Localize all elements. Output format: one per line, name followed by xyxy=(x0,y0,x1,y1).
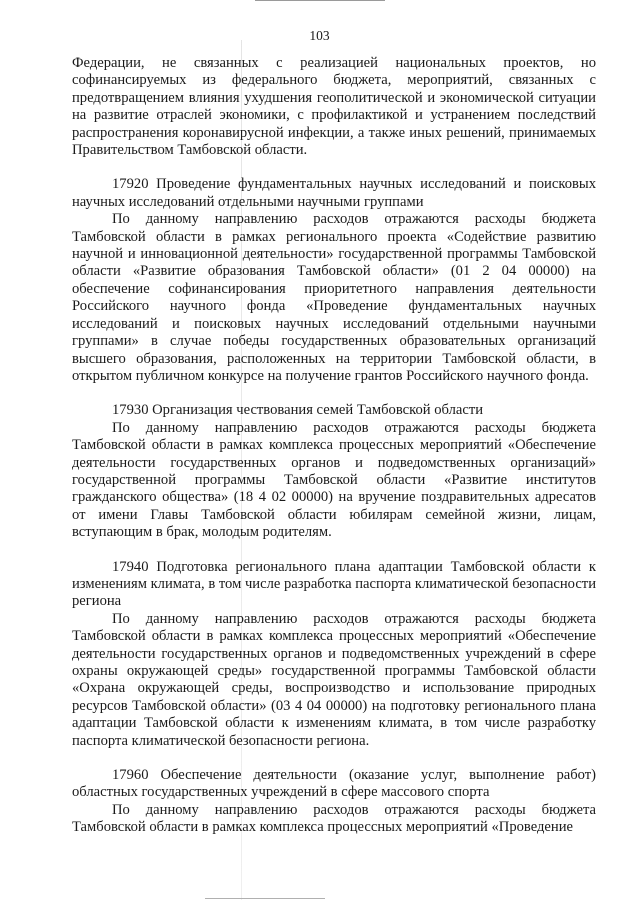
paragraph-continuation: Федерации, не связанных с реализацией национальных проектов, но софинансируемых из федерального бюджета, мероприятий, связанных с предотвращением влияния ухудшения геополитической и экономической ситуации на развитие отраслей экономики, с профилактикой и устранением последствий распространения коронавирусной инфекции, а также иных решений, принимаемых Правительством Тамбовской области. xyxy=(72,55,596,159)
section-heading-17960: 17960 Обеспечение деятельности (оказание услуг, выполнение работ) областных государственных учреждений в сфере массового спорта xyxy=(72,767,596,801)
page-number: 103 xyxy=(309,28,330,43)
section-heading-17940: 17940 Подготовка регионального плана адаптации Тамбовской области к изменениям климата, в том числе разработка паспорта климатической безопасности региона xyxy=(72,558,596,610)
document-body xyxy=(72,55,596,837)
section-heading-17920: 17920 Проведение фундаментальных научных исследований и поисковых научных исследований отдельными научными группами xyxy=(72,176,596,210)
scan-edge-line-bottom xyxy=(205,898,325,899)
paragraph-17960-body: По данному направлению расходов отражаются расходы бюджета Тамбовской области в рамках комплекса процессных мероприятий «Проведение xyxy=(72,801,596,836)
paragraph-17920-body: По данному направлению расходов отражаются расходы бюджета Тамбовской области в рамках регионального проекта «Содействие развитию научной и инновационной деятельности» государственной программы Тамбовской области «Развитие образования Тамбовской области» (01 2 04 00000) на обеспечение софинансирования приоритетного направления деятельности Российского научного фонда «Проведение фундаментальных научных исследований и поисковых научных исследований отдельными научными группами» в случае победы государственных образовательных организаций высшего образования, расположенных на территории Тамбовской области, в открытом публичном конкурсе на получение грантов Российского научного фонда. xyxy=(72,211,596,384)
section-heading-17930: 17930 Организация чествования семей Тамбовской области xyxy=(112,402,484,419)
paragraph-17930-body: По данному направлению расходов отражаются расходы бюджета Тамбовской области в рамках комплекса процессных мероприятий «Обеспечение деятельности государственных органов и подведомственных организаций» государственной программы Тамбовской области «Развитие институтов гражданского общества» (18 4 02 00000) на вручение поздравительных адресатов от имени Главы Тамбовской области юбилярам семейной жизни, лицам, вступающим в брак, молодым родителям. xyxy=(72,419,596,541)
scan-edge-line-top xyxy=(255,0,385,1)
paragraph-17940-body: По данному направлению расходов отражаются расходы бюджета Тамбовской области в рамках комплекса процессных мероприятий «Обеспечение деятельности государственных органов и подведомственных учреждений в сфере охраны окружающей среды» государственной программы Тамбовской области «Охрана окружающей среды, воспроизводство и использование природных ресурсов Тамбовской области» (03 4 04 00000) на подготовку регионального плана адаптации Тамбовской области к изменениям климата, в том числе разработку паспорта климатической безопасности региона. xyxy=(72,610,596,749)
